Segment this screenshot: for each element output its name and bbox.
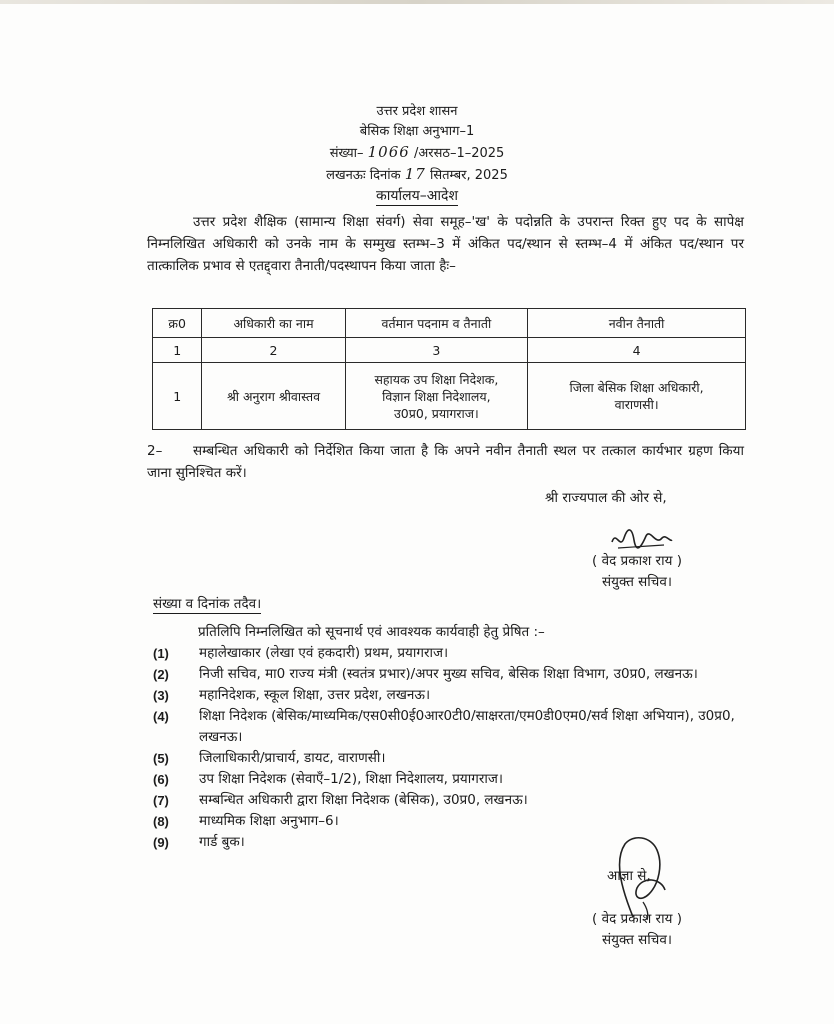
list-item: (8) माध्यमिक शिक्षा अनुभाग–6।: [153, 813, 339, 829]
handwritten-day: 17: [404, 165, 426, 183]
new-posting-cell: जिला बेसिक शिक्षा अधिकारी, वाराणसी।: [528, 363, 746, 430]
table-header: क्र0: [153, 309, 202, 338]
list-item: (2) निजी सचिव, मा0 राज्य मंत्री (स्वतंत्र प्रभार)/अपर मुख्य सचिव, बेसिक शिक्षा विभाग, उ0प्र0, लखनऊ।: [153, 666, 698, 682]
list-item: (1) महालेखाकार (लेखा एवं हकदारी) प्रथम, प्रयागराज।: [153, 645, 449, 661]
document-title: कार्यालय–आदेश: [376, 188, 458, 204]
copy-intro: प्रतिलिपि निम्नलिखित को सूचनार्थ एवं आवश्यक कार्यवाही हेतु प्रेषित :–: [198, 624, 545, 640]
department-section: बेसिक शिक्षा अनुभाग–1: [359, 124, 475, 139]
posting-table: [152, 308, 746, 430]
column-number: 1: [153, 338, 202, 363]
column-number: 4: [528, 338, 746, 363]
table-row: [153, 363, 746, 430]
signatory-block: [572, 909, 702, 951]
signatory-name: ( वेद प्रकाश राय ): [592, 553, 682, 569]
current-posting-cell: सहायक उप शिक्षा निदेशक, विज्ञान शिक्षा निदेशालय, उ0प्र0, प्रयागराज।: [345, 363, 528, 430]
table-header: नवीन तैनाती: [528, 309, 746, 338]
table-header: वर्तमान पदनाम व तैनाती: [345, 309, 528, 338]
list-item: (4) शिक्षा निदेशक (बेसिक/माध्यमिक/एस0सी0ई0आर0टी0/साक्षरता/एम0डी0एम0/सर्व शिक्षा अभियान), उ0प्र0, लखनऊ।: [153, 708, 735, 745]
letterhead: [0, 102, 834, 186]
signatory-designation: संयुक्त सचिव।: [602, 932, 672, 948]
reference-number: संख्या– 1066 /अरसठ–1–2025: [329, 143, 505, 161]
copy-recipient-list: [153, 643, 753, 853]
governor-line: श्री राज्यपाल की ओर से,: [545, 490, 667, 506]
table-header-row: [153, 309, 746, 338]
column-number-row: [153, 338, 746, 363]
signatory-name: ( वेद प्रकाश राय ): [592, 911, 682, 927]
list-item: (6) उप शिक्षा निदेशक (सेवाएँ–1/2), शिक्षा निदेशालय, प्रयागराज।: [153, 771, 503, 787]
table-header: अधिकारी का नाम: [202, 309, 345, 338]
serial-number-cell: 1: [153, 363, 202, 430]
reference-line: संख्या व दिनांक तदैव।: [153, 596, 262, 612]
column-number: 3: [345, 338, 528, 363]
signatory-designation: संयुक्त सचिव।: [602, 574, 672, 590]
signatory-block: [572, 551, 702, 593]
officer-name-cell: श्री अनुराग श्रीवास्तव: [202, 363, 345, 430]
handwritten-ref-number: 1066: [367, 143, 410, 161]
order-line: आज्ञा से,: [607, 868, 651, 884]
list-item: (9) गार्ड बुक।: [153, 834, 245, 850]
order-paragraph: उत्तर प्रदेश शैक्षिक (सामान्य शिक्षा संवर्ग) सेवा समूह–'ख' के पदोन्नति के उपरान्त रिक्त हुए पद के सापेक्ष निम्नलिखित अधिकारी को उनके नाम के सम्मुख स्तम्भ–3 में अंकित पद/स्थान से स्तम्भ–4 में अंकित पद/स्थान पर तात्कालिक प्रभाव से एतद्द्वारा तैनाती/पदस्थापन किया जाता हैः–: [147, 214, 744, 274]
list-item: (7) सम्बन्धित अधिकारी द्वारा शिक्षा निदेशक (बेसिक), उ0प्र0, लखनऊ।: [153, 792, 528, 808]
list-item: (5) जिलाधिकारी/प्राचार्य, डायट, वाराणसी।: [153, 750, 386, 766]
government-name: उत्तर प्रदेश शासन: [376, 104, 458, 119]
instruction-paragraph: 2– सम्बन्धित अधिकारी को निर्देशित किया जाता है कि अपने नवीन तैनाती स्थल पर तत्काल कार्यभार ग्रहण किया जाना सुनिश्चित करें।: [147, 443, 744, 481]
list-item: (3) महानिदेशक, स्कूल शिक्षा, उत्तर प्रदेश, लखनऊ।: [153, 687, 431, 703]
column-number: 2: [202, 338, 345, 363]
issue-date: लखनऊः दिनांक 17 सितम्बर, 2025: [326, 165, 508, 183]
scan-edge: [0, 0, 834, 4]
